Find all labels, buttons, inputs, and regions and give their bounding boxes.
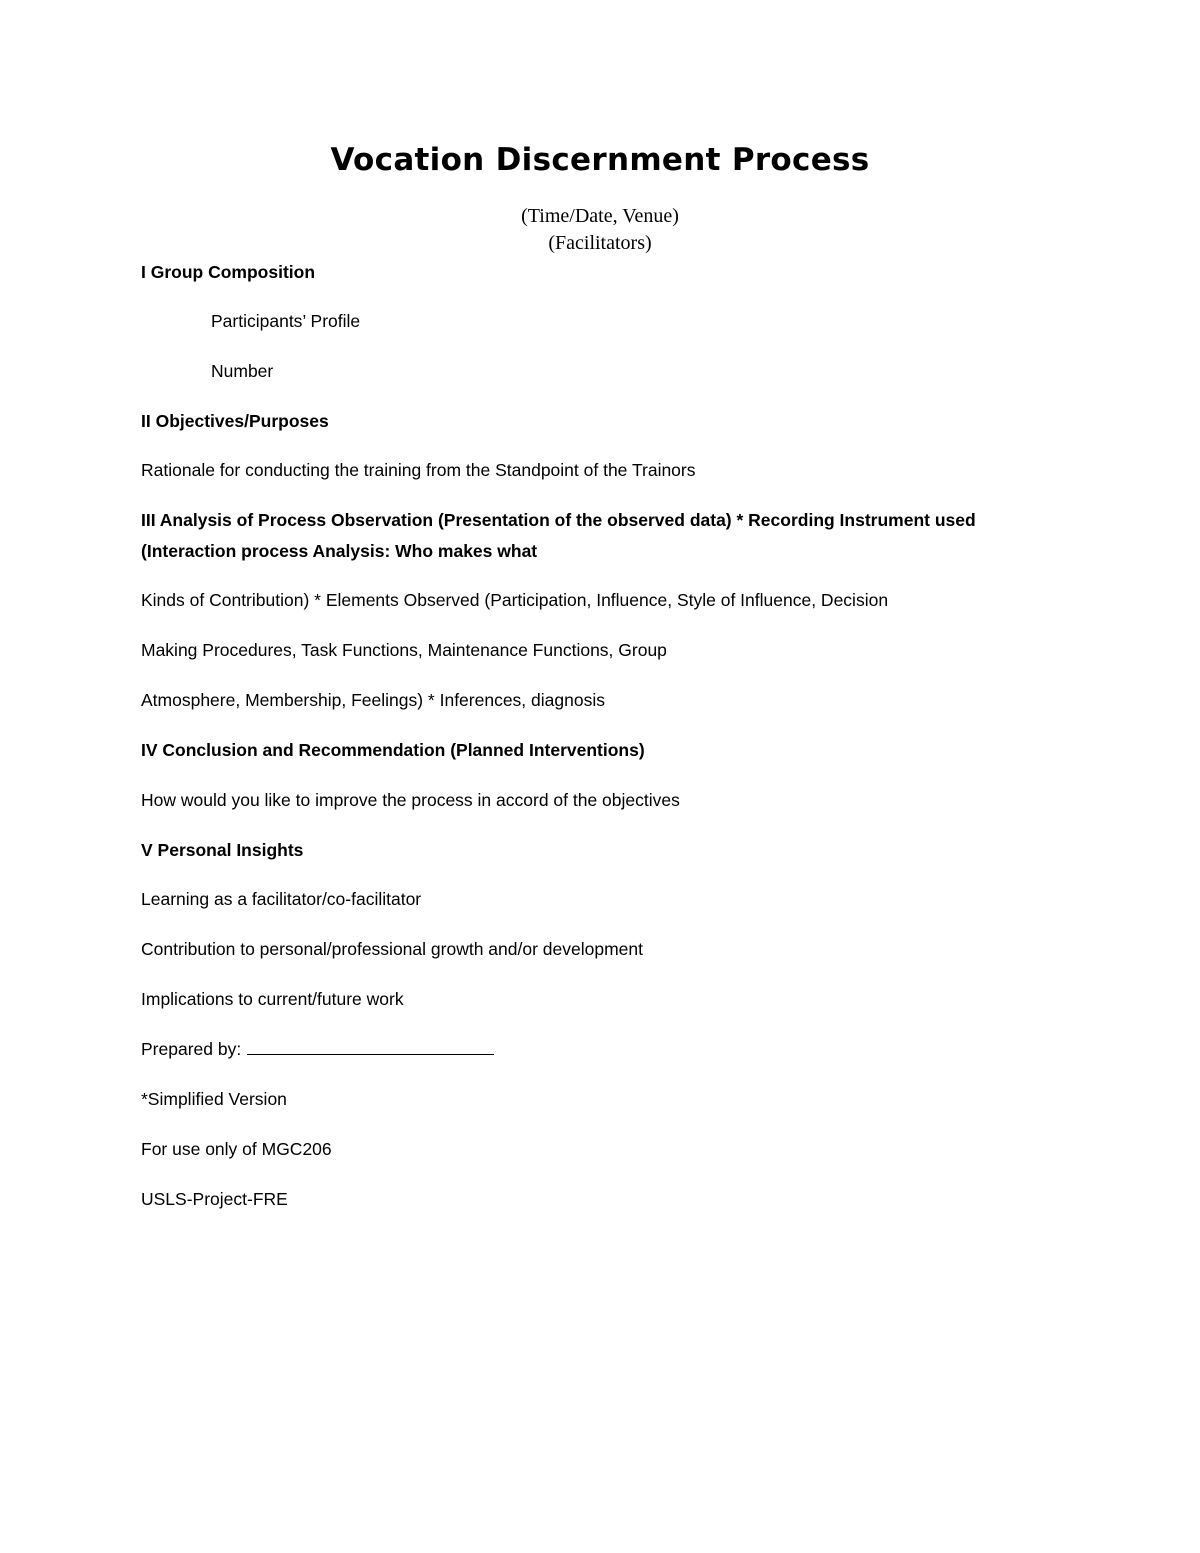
participants-profile: Participants’ Profile [211, 311, 361, 331]
section-4-heading: IV Conclusion and Recommendation (Planned Interventions) [141, 740, 645, 760]
rationale-text: Rationale for conducting the training from the Standpoint of the Trainors [141, 460, 696, 480]
for-use-only: For use only of MGC206 [141, 1139, 332, 1159]
prepared-by-blank [247, 1038, 494, 1055]
contribution-growth: Contribution to personal/professional growth and/or development [141, 939, 643, 959]
section-1-heading: I Group Composition [141, 262, 316, 282]
document-title: Vocation Discernment Process [330, 142, 870, 178]
atmosphere: Atmosphere, Membership, Feelings) * Inferences, diagnosis [141, 690, 605, 710]
time-date-venue: (Time/Date, Venue) [521, 205, 679, 227]
improve-process-text: How would you like to improve the process in accord of the objectives [141, 790, 680, 810]
section-3-heading-line2: (Interaction process Analysis: Who makes what [141, 541, 538, 561]
kinds-of-contribution: Kinds of Contribution) * Elements Observed (Participation, Influence, Style of Influence, Decision [141, 590, 889, 610]
implications-work: Implications to current/future work [141, 989, 404, 1009]
prepared-by-line [141, 1037, 494, 1061]
section-2-heading: II Objectives/Purposes [141, 411, 329, 431]
number: Number [211, 361, 274, 381]
section-5-heading: V Personal Insights [141, 840, 304, 860]
simplified-version: *Simplified Version [141, 1089, 287, 1109]
facilitators: (Facilitators) [548, 232, 652, 254]
learning-facilitator: Learning as a facilitator/co-facilitator [141, 889, 422, 909]
prepared-by-label: Prepared by: [141, 1039, 242, 1059]
section-3-heading-line1: III Analysis of Process Observation (Presentation of the observed data) * Recording Instrument used [141, 510, 976, 530]
project-code: USLS-Project-FRE [141, 1189, 288, 1209]
making-procedures: Making Procedures, Task Functions, Maintenance Functions, Group [141, 640, 667, 660]
